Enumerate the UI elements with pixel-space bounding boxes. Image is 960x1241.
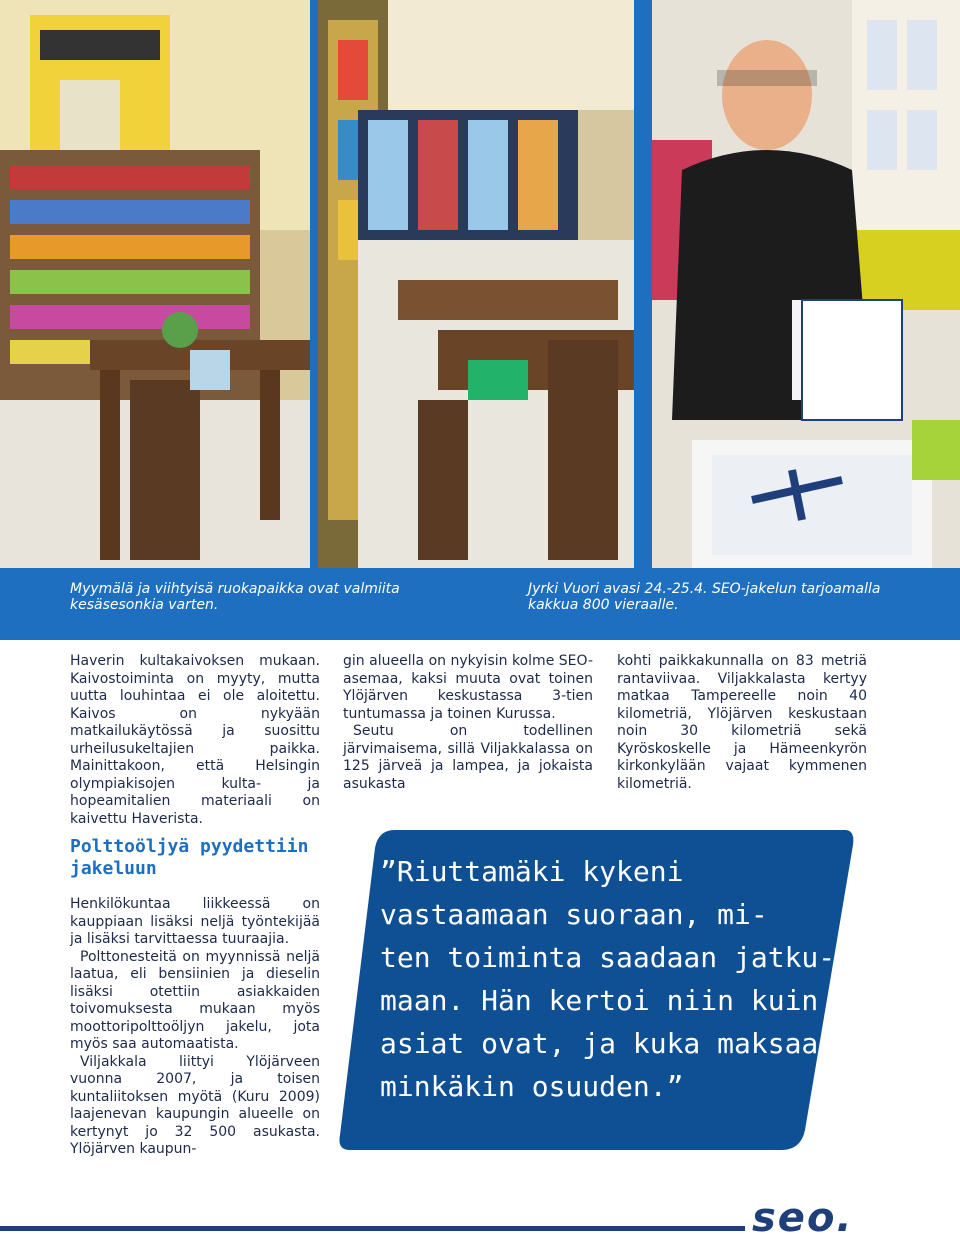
caption-left: Myymälä ja viihtyisä ruokapaikka ovat valmiita kesäsesonkia varten. bbox=[70, 581, 400, 613]
quote-line: vastaamaan suoraan, mi- bbox=[380, 898, 768, 931]
column-3 bbox=[617, 653, 867, 793]
paragraph: Henkilökuntaa liikkeessä on kauppiaan lisäksi neljä työntekijää ja lisäksi tarvittaessa tuuraajia. bbox=[70, 896, 320, 947]
seo-logo: seo. bbox=[752, 1195, 854, 1241]
column-2 bbox=[343, 653, 593, 793]
quote-line: asiat ovat, ja kuka maksaa bbox=[380, 1027, 819, 1060]
column-1-bottom bbox=[70, 896, 320, 1159]
footer-rule bbox=[0, 1226, 745, 1231]
paragraph: Viljakkala liittyi Ylöjärveen vuonna 2007, ja toisen kuntaliitoksen myötä (Kuru 2009) laajenevan kaupungin alueelle on kertynyt jo 32 500 asukasta. Ylöjärven kaupun- bbox=[70, 1053, 320, 1157]
column-1-top bbox=[70, 653, 320, 828]
man-with-cake-photo bbox=[652, 0, 960, 568]
quote-line: ”Riuttamäki kykeni bbox=[380, 855, 684, 888]
paragraph: gin alueella on nykyisin kolme SEO-asemaa, kaksi muuta ovat toinen Ylöjärven keskustassa 3-tien tuntumassa ja toinen Kurussa. bbox=[343, 653, 593, 722]
section-heading: Polttoöljyä pyydettiin jakeluun bbox=[70, 836, 309, 879]
paragraph: Haverin kultakaivoksen mukaan. Kaivostoiminta on myyty, mutta uutta louhintaa ei ole aloitettu. Kaivos on nykyään matkailukäytössä ja suosittu urheilusukeltajien paikka. Mainittakoon, että Helsingin olympiakisojen kulta- ja hopeamitalien materiaali on kaivettu Haverista. bbox=[70, 653, 320, 827]
quote-line: ten toiminta saadaan jatku- bbox=[380, 941, 836, 974]
shop-interior-photo bbox=[0, 0, 310, 568]
pull-quote bbox=[380, 850, 836, 1108]
quote-line: minkäkin osuuden.” bbox=[380, 1070, 684, 1103]
paragraph: kohti paikkakunnalla on 83 metriä rantaviivaa. Viljakkalasta kertyy matkaa Tampereelle noin 40 kilometriä, Ylöjärven keskustaan noin 30 kilometriä sekä Kyröskoskelle ja Hämeenkyrön kirkonkylään vajaat kymmenen kilometriä. bbox=[617, 653, 867, 792]
quote-line: maan. Hän kertoi niin kuin bbox=[380, 984, 819, 1017]
caption-right: Jyrki Vuori avasi 24.-25.4. SEO-jakelun tarjoamalla kakkua 800 vieraalle. bbox=[528, 581, 881, 613]
paragraph: Polttonesteitä on myynnissä neljä laatua, eli bensiinien ja dieselin lisäksi otettiin asiakkaiden toivomuksesta mukaan myös moottoripolttoöljyn jakelu, jota myös saa automaatista. bbox=[70, 948, 320, 1052]
cafe-area-photo bbox=[318, 0, 634, 568]
paragraph: Seutu on todellinen järvimaisema, sillä Viljakkalassa on 125 järveä ja lampea, ja jokaista asukasta bbox=[343, 723, 593, 792]
